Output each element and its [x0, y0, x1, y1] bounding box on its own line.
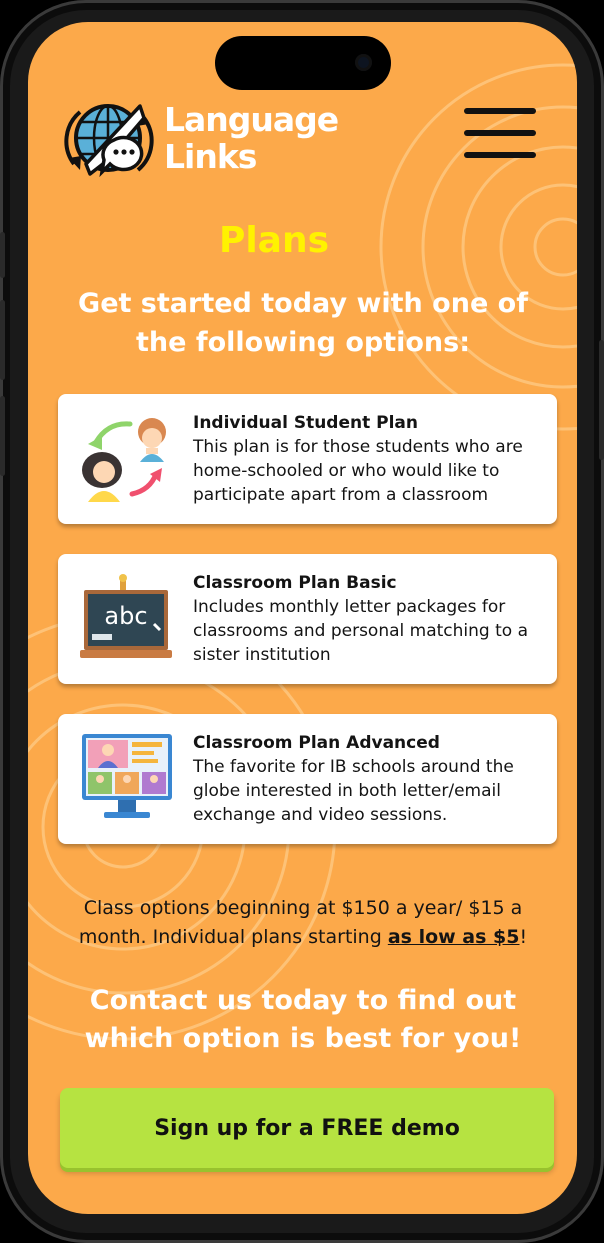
plan-title: Classroom Plan Basic: [193, 573, 397, 593]
plan-card-classroom-basic[interactable]: [58, 554, 557, 684]
pricing-text: [58, 894, 548, 952]
plan-card-text: [193, 571, 548, 667]
app-screen: [28, 22, 577, 1214]
phone-side-button: [0, 232, 5, 278]
front-camera: [355, 54, 372, 71]
brand-name-line1: Language: [164, 100, 339, 139]
plan-description: The favorite for IB schools around the globe interested in both letter/email exchange and video sessions.: [193, 757, 514, 825]
plan-card-text: [193, 731, 548, 827]
brand-name: [164, 101, 338, 175]
menu-bar: [464, 152, 536, 158]
dynamic-island: [215, 36, 391, 90]
signup-demo-button[interactable]: Sign up for a FREE demo: [60, 1088, 554, 1168]
globe-chat-logo-icon: [60, 98, 158, 184]
student-exchange-icon: [80, 412, 178, 506]
plan-title: Individual Student Plan: [193, 413, 419, 433]
plan-card-classroom-advanced[interactable]: [58, 714, 557, 844]
video-conference-icon: [80, 732, 178, 826]
plan-description: Includes monthly letter packages for classrooms and personal matching to a sister institution: [193, 597, 528, 665]
plan-card-text: [193, 411, 548, 507]
phone-volume-up-button: [0, 300, 5, 380]
phone-volume-down-button: [0, 396, 5, 476]
plan-title: Classroom Plan Advanced: [193, 733, 440, 753]
svg-text:abc: abc: [104, 602, 148, 630]
plan-card-individual[interactable]: [58, 394, 557, 524]
page-subtitle: Get started today with one of the following options:: [78, 288, 528, 358]
hamburger-menu-icon[interactable]: [464, 108, 536, 158]
menu-bar: [464, 108, 536, 114]
menu-bar: [464, 130, 536, 136]
phone-power-button: [599, 340, 604, 460]
chalkboard-abc-icon: [80, 572, 178, 666]
low-price-link[interactable]: as low as $5: [387, 926, 520, 948]
brand-logo[interactable]: [60, 98, 339, 184]
page-title: Plans: [218, 220, 330, 261]
brand-name-line2: Links: [164, 137, 257, 176]
pricing-text-end: !: [519, 926, 528, 948]
pricing-text-main: Class options beginning at $150 a year/ $15 a month. Individual plans starting: [78, 897, 523, 948]
plan-description: This plan is for those students who are home-schooled or who would like to participate apart from a classroom: [193, 437, 523, 505]
contact-heading: Contact us today to find out which option is best for you!: [84, 985, 522, 1054]
